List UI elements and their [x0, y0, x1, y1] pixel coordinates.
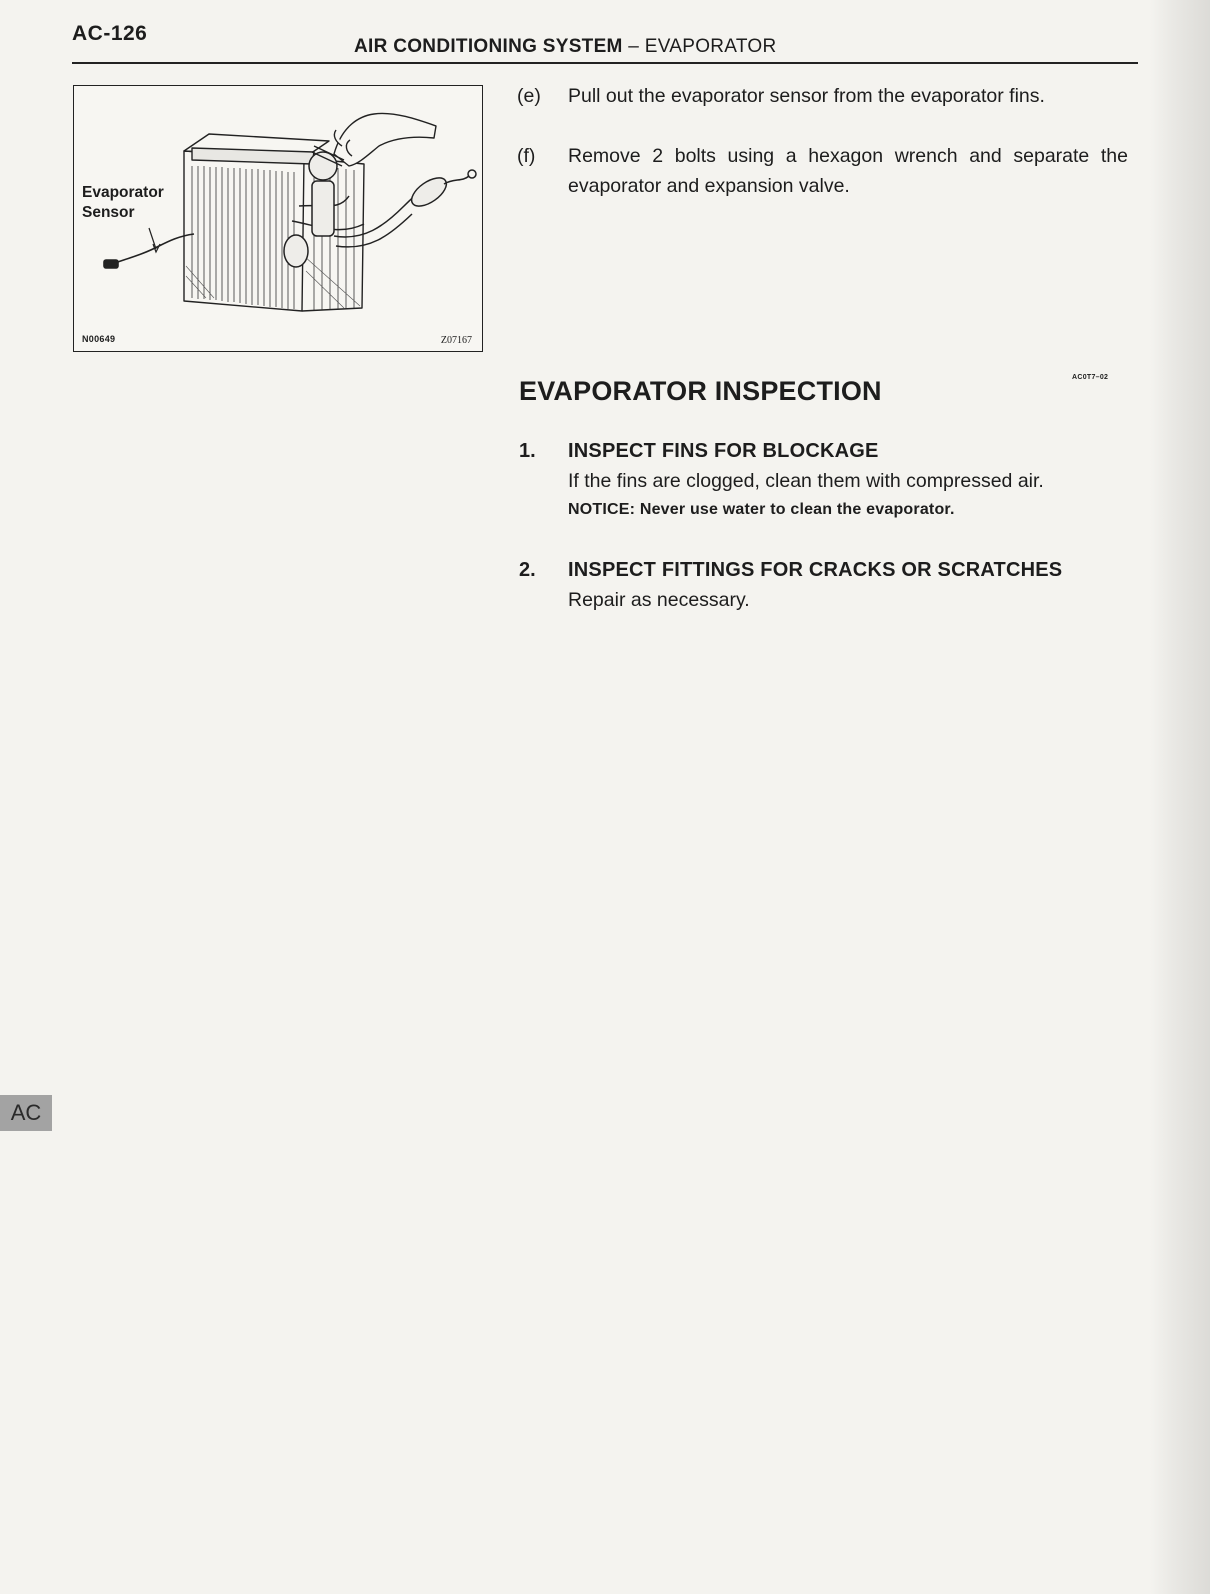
step-label: (e)	[517, 85, 541, 107]
inspection-item-2	[519, 555, 1129, 615]
running-head	[354, 36, 777, 58]
section-title: EVAPORATOR INSPECTION	[519, 376, 882, 406]
section-side-tab: AC	[0, 1095, 52, 1131]
step-text: Pull out the evaporator sensor from the evaporator fins.	[568, 85, 1045, 107]
item-text: If the fins are clogged, clean them with compressed air.	[568, 470, 1044, 492]
step-f	[517, 141, 1128, 201]
callout-line-1: Evaporator	[82, 184, 164, 201]
step-text: Remove 2 bolts using a hexagon wrench and separate the evaporator and expansion valve.	[568, 145, 1128, 197]
callout-line-2: Sensor	[82, 204, 135, 221]
figure-code-right: Z07167	[440, 335, 472, 346]
figure-code-left: N00649	[82, 334, 116, 344]
inspection-item-1	[519, 436, 1129, 524]
running-head-section: AIR CONDITIONING SYSTEM	[354, 36, 623, 57]
item-notice: NOTICE: Never use water to clean the evaporator.	[568, 501, 955, 518]
section-code: AC0T7–02	[1072, 374, 1109, 381]
item-heading: INSPECT FINS FOR BLOCKAGE	[568, 440, 879, 462]
item-body	[568, 555, 1129, 615]
evaporator-sensor-figure	[73, 85, 483, 352]
evaporator-sensor-callout	[82, 183, 164, 223]
item-body	[568, 436, 1129, 524]
page-number: AC-126	[72, 22, 148, 45]
header-rule	[72, 62, 1138, 64]
item-heading: INSPECT FITTINGS FOR CRACKS OR SCRATCHES	[568, 559, 1063, 581]
item-number: 2.	[519, 559, 536, 581]
step-label: (f)	[517, 145, 536, 167]
step-e	[517, 81, 1128, 111]
page-edge-shadow	[1150, 0, 1210, 1594]
running-head-topic: – EVAPORATOR	[622, 36, 777, 57]
item-number: 1.	[519, 440, 536, 462]
item-text: Repair as necessary.	[568, 589, 750, 611]
